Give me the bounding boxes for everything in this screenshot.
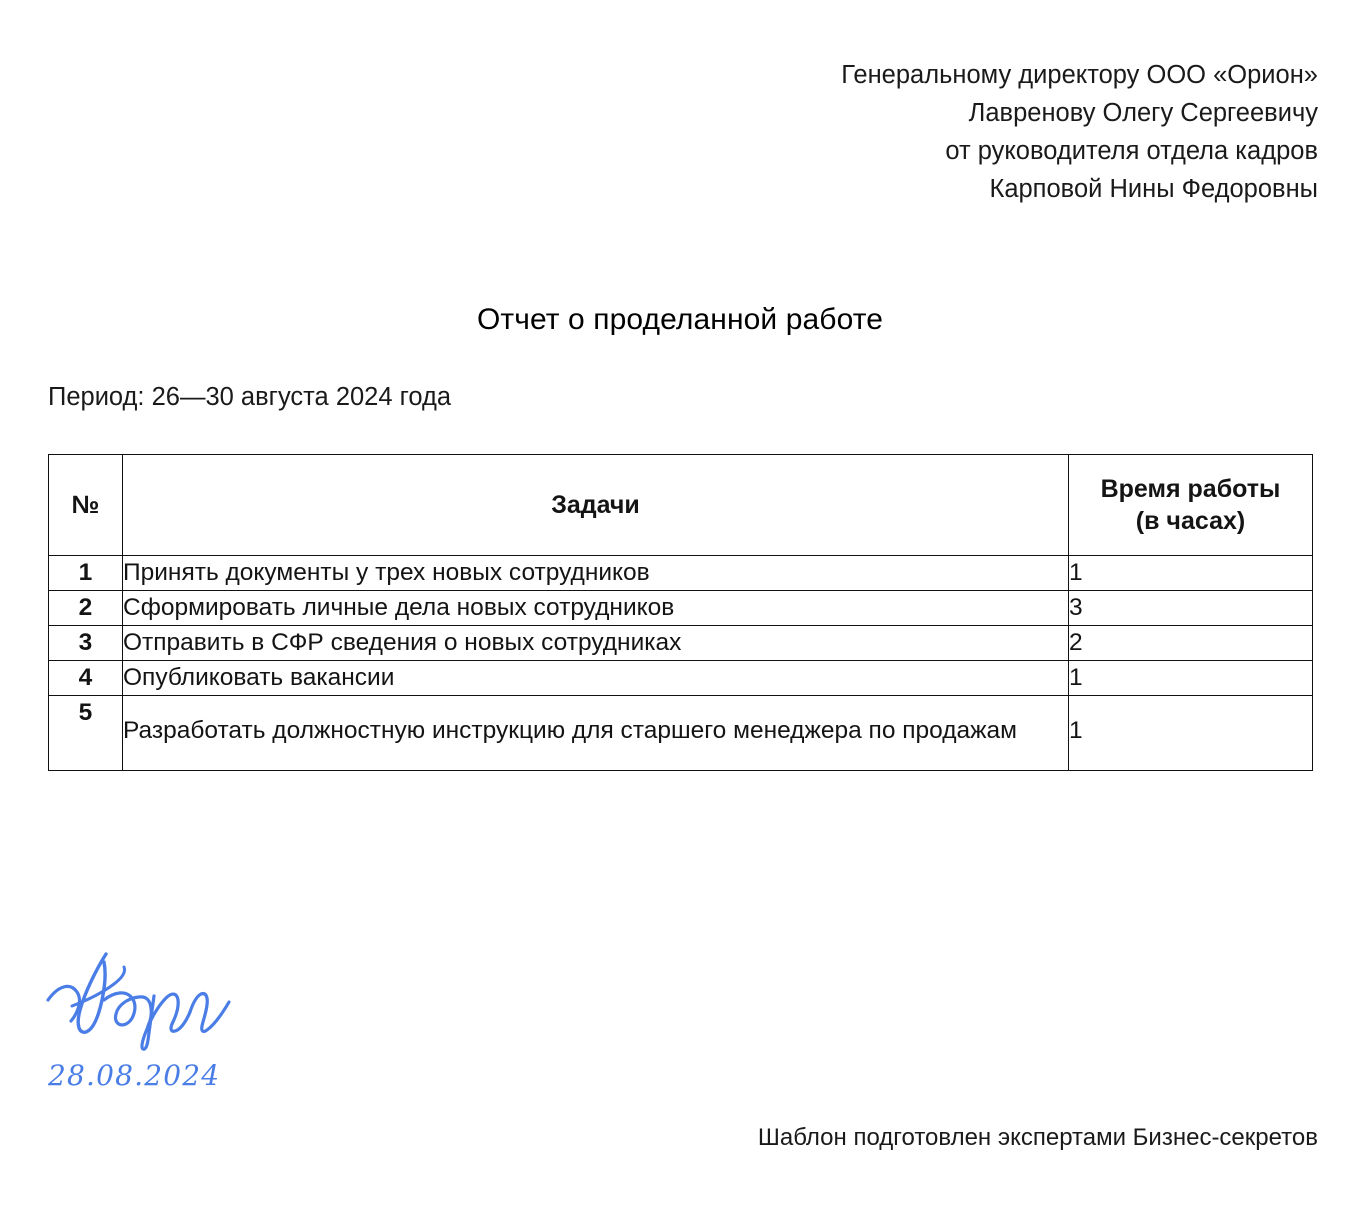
table-row [49,626,1313,661]
column-header-hours-line2: (в часах) [1135,507,1246,535]
column-header-tasks: Задачи [123,455,1069,556]
table-header-row [49,455,1313,556]
period-line: Период: 26—30 августа 2024 года [48,383,452,411]
addressee-line-4: Карповой Нины Федоровны [989,175,1318,203]
addressee-block [678,56,1318,208]
row-number: 1 [49,556,123,591]
row-number: 2 [49,591,123,626]
signature-date: 28.08.2024 [48,1059,221,1092]
table-row [49,661,1313,696]
tasks-table [48,454,1313,771]
column-header-number: № [49,455,123,556]
addressee-line-3: от руководителя отдела кадров [945,137,1318,165]
handwritten-signature-icon [44,948,254,1053]
row-hours: 3 [1069,591,1313,626]
row-hours: 1 [1069,661,1313,696]
column-header-hours [1069,455,1313,556]
row-number: 4 [49,661,123,696]
table-row [49,556,1313,591]
footer-note: Шаблон подготовлен экспертами Бизнес-секретов [757,1124,1318,1151]
row-task: Принять документы у трех новых сотрудников [123,556,1069,591]
table-body [49,556,1313,771]
row-task: Разработать должностную инструкцию для старшего менеджера по продажам [123,696,1069,771]
row-hours: 1 [1069,556,1313,591]
row-task: Отправить в СФР сведения о новых сотрудниках [123,626,1069,661]
page-title: Отчет о проделанной работе [476,303,883,336]
row-number: 5 [49,696,123,771]
row-number: 3 [49,626,123,661]
row-hours: 2 [1069,626,1313,661]
addressee-line-2: Лавренову Олегу Сергеевичу [968,99,1318,127]
row-task: Сформировать личные дела новых сотрудников [123,591,1069,626]
signature-area [44,948,344,1092]
row-hours: 1 [1069,696,1313,771]
table-row [49,591,1313,626]
table-row [49,696,1313,771]
row-task: Опубликовать вакансии [123,661,1069,696]
column-header-hours-line1: Время работы [1100,475,1281,503]
table-header [49,455,1313,556]
addressee-line-1: Генеральному директору ООО «Орион» [841,61,1318,89]
